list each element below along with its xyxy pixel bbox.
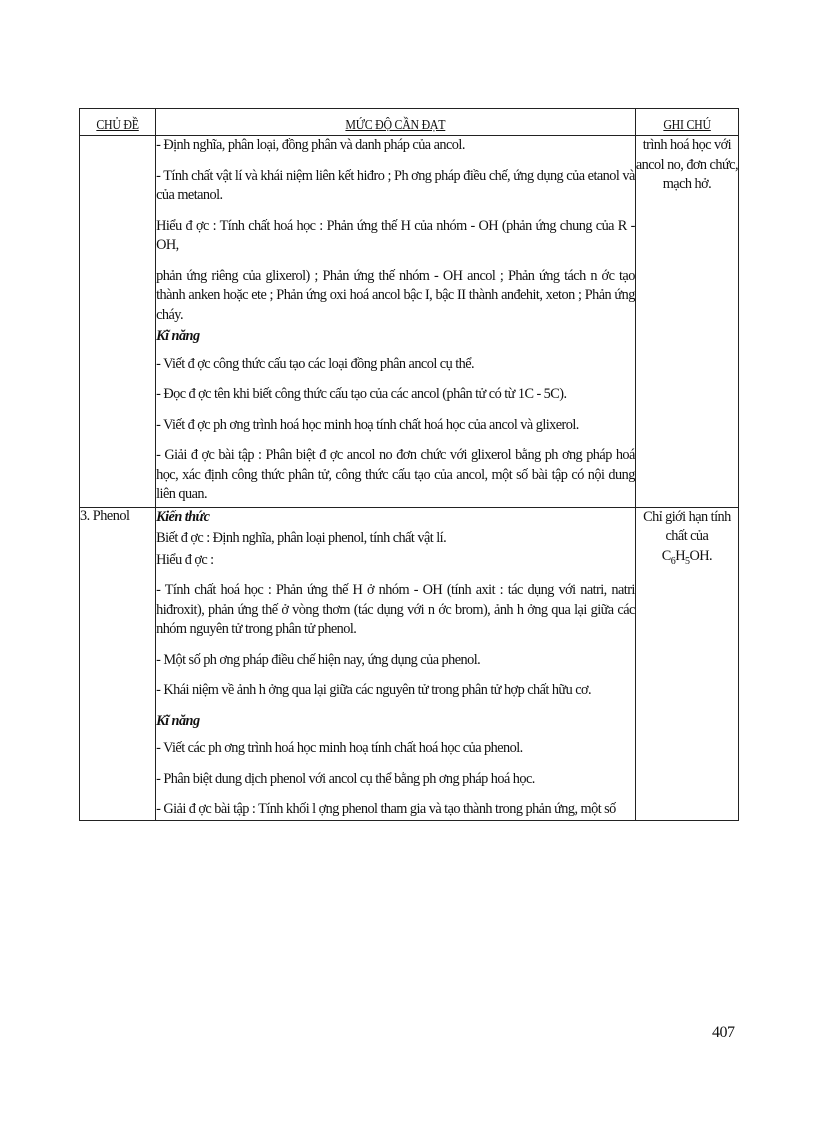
row2-topic: 3. Phenol <box>80 507 156 820</box>
note-text: Chỉ giới hạn tính chất của <box>643 508 731 544</box>
list-item: phản ứng riêng của glixerol) ; Phản ứng thế nhóm - OH ancol ; Phản ứng tách n ớc tạo thành anken hoặc ete ; Phản ứng oxi hoá ancol bậc I, bậc II thành anđehit, xeton ; Phản ứng cháy. <box>156 267 635 323</box>
chemical-formula: $C_6H_5OH$. <box>661 547 713 567</box>
section-heading: Kĩ năng <box>156 712 200 729</box>
list-item: - Đọc đ ợc tên khi biết công thức cấu tạo của các ancol (phân tử có từ 1C - 5C). <box>156 386 567 402</box>
list-item: - Giải đ ợc bài tập : Tính khối l ợng phenol tham gia và tạo thành trong phản ứng, một số <box>156 801 616 817</box>
section-heading: Kiến thức <box>156 508 210 525</box>
list-item: - Giải đ ợc bài tập : Phân biệt đ ợc ancol no đơn chức với glixerol bằng ph ơng pháp hoá học, xác định công thức phân tử, công thức cấu tạo của ancol, một số bài tập có nội dung liên quan. <box>156 447 635 502</box>
list-item: Biết đ ợc : Định nghĩa, phân loại phenol, tính chất vật lí. <box>156 530 447 546</box>
list-item: - Viết đ ợc công thức cấu tạo các loại đồng phân ancol cụ thể. <box>156 355 475 372</box>
table-header-row <box>80 109 739 136</box>
row2-content <box>156 507 636 820</box>
list-item: - Viết các ph ơng trình hoá học minh hoạ tính chất hoá học của phenol. <box>156 740 523 756</box>
row2-note <box>635 507 738 820</box>
list-item: - Một số ph ơng pháp điều chế hiện nay, ứng dụng của phenol. <box>156 651 481 668</box>
header-note: GHI CHÚ <box>635 109 738 136</box>
page-number: 407 <box>712 1024 735 1041</box>
list-item: Hiểu đ ợc : Tính chất hoá học : Phản ứng thế H của nhóm - OH (phản ứng chung của R - OH, <box>156 217 635 253</box>
list-item: Hiểu đ ợc : <box>156 551 214 568</box>
row1-note: trình hoá học với ancol no, đơn chức, mạch hở. <box>635 136 738 508</box>
curriculum-table <box>79 108 739 821</box>
row1-topic <box>80 136 156 508</box>
list-item: - Phân biệt dung dịch phenol với ancol cụ thể bằng ph ơng pháp hoá học. <box>156 770 535 787</box>
header-level: MỨC ĐỘ CẦN ĐẠT <box>156 109 636 136</box>
row1-content <box>156 136 636 508</box>
list-item: - Tính chất vật lí và khái niệm liên kết hiđro ; Ph ơng pháp điều chế, ứng dụng của etanol và của metanol. <box>156 167 635 203</box>
header-topic: CHỦ ĐỀ <box>80 109 156 136</box>
list-item: - Khái niệm về ảnh h ởng qua lại giữa các nguyên tử trong phân tử hợp chất hữu cơ. <box>156 682 592 698</box>
list-item: - Viết đ ợc ph ơng trình hoá học minh hoạ tính chất hoá học của ancol và glixerol. <box>156 416 579 433</box>
section-heading: Kĩ năng <box>156 328 200 344</box>
table-row-ancol <box>80 136 739 508</box>
list-item: - Định nghĩa, phân loại, đồng phân và danh pháp của ancol. <box>156 137 465 153</box>
table-row-phenol <box>80 507 739 820</box>
list-item: - Tính chất hoá học : Phản ứng thế H ở nhóm - OH (tính axit : tác dụng với natri, natri hiđroxit), phản ứng thế ở vòng thơm (tác dụng với n ớc brom), ảnh h ởng qua lại giữa các nhóm nguyên tử trong phân tử phenol. <box>156 582 635 637</box>
